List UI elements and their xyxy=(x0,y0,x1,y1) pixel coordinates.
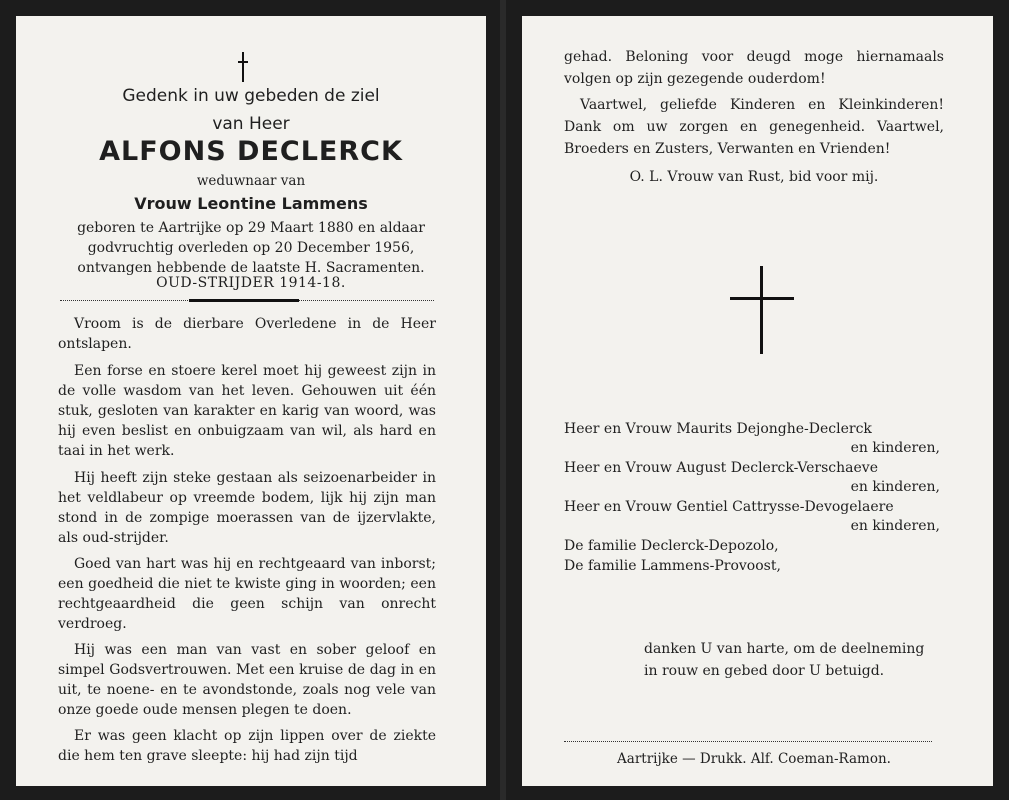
bio-line-2: godvruchtig overleden op 20 December 1956, xyxy=(87,240,415,256)
family-line: Heer en Vrouw Maurits Dejonghe-Declerck xyxy=(564,421,872,437)
paragraph-6: Er was geen klacht op zijn lippen over de ziekte die hem ten grave sleepte: hij had zijn tijd xyxy=(58,728,436,764)
heading-line-2: van Heer xyxy=(212,114,290,134)
bold-divider xyxy=(189,299,299,302)
bio-text xyxy=(16,218,486,278)
right-paper xyxy=(522,16,993,786)
cross-icon-large xyxy=(730,266,794,354)
family-entry-2 xyxy=(564,459,940,497)
heading-line-1: Gedenk in uw gebeden de ziel xyxy=(122,86,380,106)
paragraph-3: Hij heeft zijn steke gestaan als seizoenarbeider in het veldlabeur op vreemde bodem, lijk hij zijn man stond in de zompige moerassen van de ijzervlakte, als oud-strijder. xyxy=(58,470,436,546)
thanks-line-2: in rouw en gebed door U betuigd. xyxy=(644,663,885,679)
paragraph-4: Goed van hart was hij en rechtgeaard van inborst; een goedheid die niet te kwiste ging in woorden; een rechtgeaardheid die geen schijn van onrecht verdroeg. xyxy=(58,556,436,632)
thanks-text xyxy=(644,638,944,682)
bio-line-3: ontvangen hebbende de laatste H. Sacramenten. xyxy=(77,260,425,276)
widower-of-label: weduwnaar van xyxy=(196,173,306,189)
bio-line-1: geboren te Aartrijke op 29 Maart 1880 en aldaar xyxy=(77,220,425,236)
left-card xyxy=(0,0,502,800)
farewell-text: Vaartwel, geliefde Kinderen en Kleinkinderen! Dank om uw zorgen en genegenheid. Vaartwel, Broeders en Zusters, Verwanten en Vrienden! xyxy=(564,97,944,157)
family-sub: en kinderen, xyxy=(850,440,940,456)
thanks-line-1: danken U van harte, om de deelneming xyxy=(644,641,925,657)
family-entry-4 xyxy=(564,537,940,556)
family-sub: en kinderen, xyxy=(850,518,940,534)
continuation-text: gehad. Beloning voor deugd moge hiernamaals volgen op zijn gezegende ouderdom! xyxy=(564,49,944,87)
family-entry-5 xyxy=(564,557,940,576)
paragraph-2: Een forse en stoere kerel moet hij geweest zijn in de volle wasdom van het leven. Gehouwen uit één stuk, gesloten van karakter en karig van woord, was hij even beslist en onbuigzaam van wil, als hard en taai in het werk. xyxy=(58,363,436,459)
right-card xyxy=(506,0,1009,800)
family-sub: en kinderen, xyxy=(850,479,940,495)
deceased-name: ALFONS DECLERCK xyxy=(99,136,403,167)
family-line: De familie Lammens-Provoost, xyxy=(564,558,781,574)
printer-credit: Aartrijke — Drukk. Alf. Coeman-Ramon. xyxy=(617,751,891,767)
left-paper xyxy=(16,16,486,786)
paragraph-5: Hij was een man van vast en sober geloof en simpel Godsvertrouwen. Met een kruise de dag in en uit, te noene- en te avondstonde, zoals nog vele van onze goede oude mensen plegen te doen. xyxy=(58,642,436,718)
printer-divider xyxy=(564,741,932,742)
spouse-name: Vrouw Leontine Lammens xyxy=(134,194,368,213)
cross-icon-small xyxy=(238,52,248,82)
family-line: Heer en Vrouw August Declerck-Verschaeve xyxy=(564,460,878,476)
family-entry-1 xyxy=(564,420,940,458)
paragraph-1: Vroom is de dierbare Overledene in de Heer ontslapen. xyxy=(58,316,436,352)
family-line: Heer en Vrouw Gentiel Cattrysse-Devogelaere xyxy=(564,499,894,515)
prayer-text: O. L. Vrouw van Rust, bid voor mij. xyxy=(629,169,879,185)
veteran-label: OUD-STRIJDER 1914-18. xyxy=(156,275,346,291)
family-entry-3 xyxy=(564,498,940,536)
family-line: De familie Declerck-Depozolo, xyxy=(564,538,779,554)
